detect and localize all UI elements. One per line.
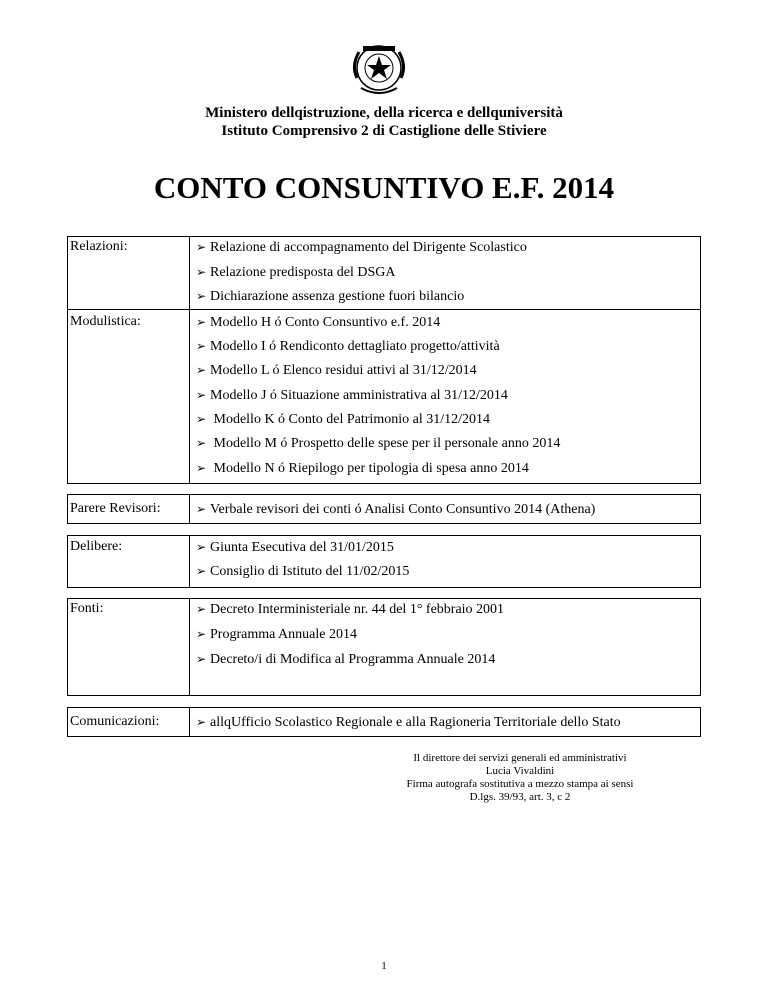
arrow-bullet-icon: ➢ xyxy=(196,564,207,578)
list-item: ➢ allqUfficio Scolastico Regionale e alla Ragioneria Territoriale dello Stato xyxy=(196,715,621,730)
list-item: ➢ Modello J ó Situazione amministrativa al 31/12/2014 xyxy=(196,388,508,403)
list-item: ➢ Relazione predisposta del DSGA xyxy=(196,265,396,280)
arrow-bullet-icon: ➢ xyxy=(196,602,207,616)
list-item: ➢ Modello L ó Elenco residui attivi al 31/12/2014 xyxy=(196,363,477,378)
section-divider xyxy=(67,309,701,310)
signature-law-ref: D.lgs. 39/93, art. 3, c 2 xyxy=(469,791,571,803)
fonti-label: Fonti: xyxy=(70,601,104,616)
arrow-bullet-icon: ➢ xyxy=(196,652,207,666)
list-item: ➢ Verbale revisori dei conti ó Analisi Conto Consuntivo 2014 (Athena) xyxy=(196,502,596,517)
arrow-bullet-icon: ➢ xyxy=(196,436,207,450)
modulistica-label: Modulistica: xyxy=(70,314,141,329)
comunicazioni-label: Comunicazioni: xyxy=(70,714,160,729)
arrow-bullet-icon: ➢ xyxy=(196,502,207,516)
list-item: ➢ Modello H ó Conto Consuntivo e.f. 2014 xyxy=(196,315,441,330)
arrow-bullet-icon: ➢ xyxy=(196,715,207,729)
list-item: ➢ Giunta Esecutiva del 31/01/2015 xyxy=(196,540,394,555)
arrow-bullet-icon: ➢ xyxy=(196,540,207,554)
ministry-name: Ministero dellqistruzione, della ricerca e dellquniversità xyxy=(205,105,563,121)
parere-label: Parere Revisori: xyxy=(70,501,161,516)
list-item: ➢ Relazione di accompagnamento del Dirigente Scolastico xyxy=(196,240,527,255)
signature-role: Il direttore dei servizi generali ed amministrativi xyxy=(413,752,627,764)
signature-note: Firma autografa sostitutiva a mezzo stampa ai sensi xyxy=(406,778,634,790)
school-name: Istituto Comprensivo 2 di Castiglione delle Stiviere xyxy=(221,123,547,139)
list-item: ➢ Dichiarazione assenza gestione fuori bilancio xyxy=(196,289,465,304)
arrow-bullet-icon: ➢ xyxy=(196,289,207,303)
arrow-bullet-icon: ➢ xyxy=(196,315,207,329)
delibere-label: Delibere: xyxy=(70,539,123,554)
list-item: ➢ Consiglio di Istituto del 11/02/2015 xyxy=(196,564,410,579)
arrow-bullet-icon: ➢ xyxy=(196,265,207,279)
arrow-bullet-icon: ➢ xyxy=(196,240,207,254)
list-item: ➢ Modello K ó Conto del Patrimonio al 31/12/2014 xyxy=(196,412,490,427)
arrow-bullet-icon: ➢ xyxy=(196,363,207,377)
list-item: ➢ Modello I ó Rendiconto dettagliato progetto/attività xyxy=(196,339,500,354)
list-item: ➢ Modello N ó Riepilogo per tipologia di spesa anno 2014 xyxy=(196,461,529,476)
italian-republic-emblem-icon xyxy=(345,38,413,100)
page-number: 1 xyxy=(381,960,387,972)
arrow-bullet-icon: ➢ xyxy=(196,412,207,426)
list-item: ➢ Modello M ó Prospetto delle spese per il personale anno 2014 xyxy=(196,436,561,451)
arrow-bullet-icon: ➢ xyxy=(196,461,207,475)
page-title: CONTO CONSUNTIVO E.F. 2014 xyxy=(153,170,615,205)
relazioni-label: Relazioni: xyxy=(70,239,128,254)
list-item: ➢ Decreto Interministeriale nr. 44 del 1° febbraio 2001 xyxy=(196,602,505,617)
arrow-bullet-icon: ➢ xyxy=(196,388,207,402)
arrow-bullet-icon: ➢ xyxy=(196,627,207,641)
signature-name: Lucia Vivaldini xyxy=(485,765,555,777)
arrow-bullet-icon: ➢ xyxy=(196,339,207,353)
list-item: ➢ Programma Annuale 2014 xyxy=(196,627,357,642)
list-item: ➢ Decreto/i di Modifica al Programma Annuale 2014 xyxy=(196,652,496,667)
